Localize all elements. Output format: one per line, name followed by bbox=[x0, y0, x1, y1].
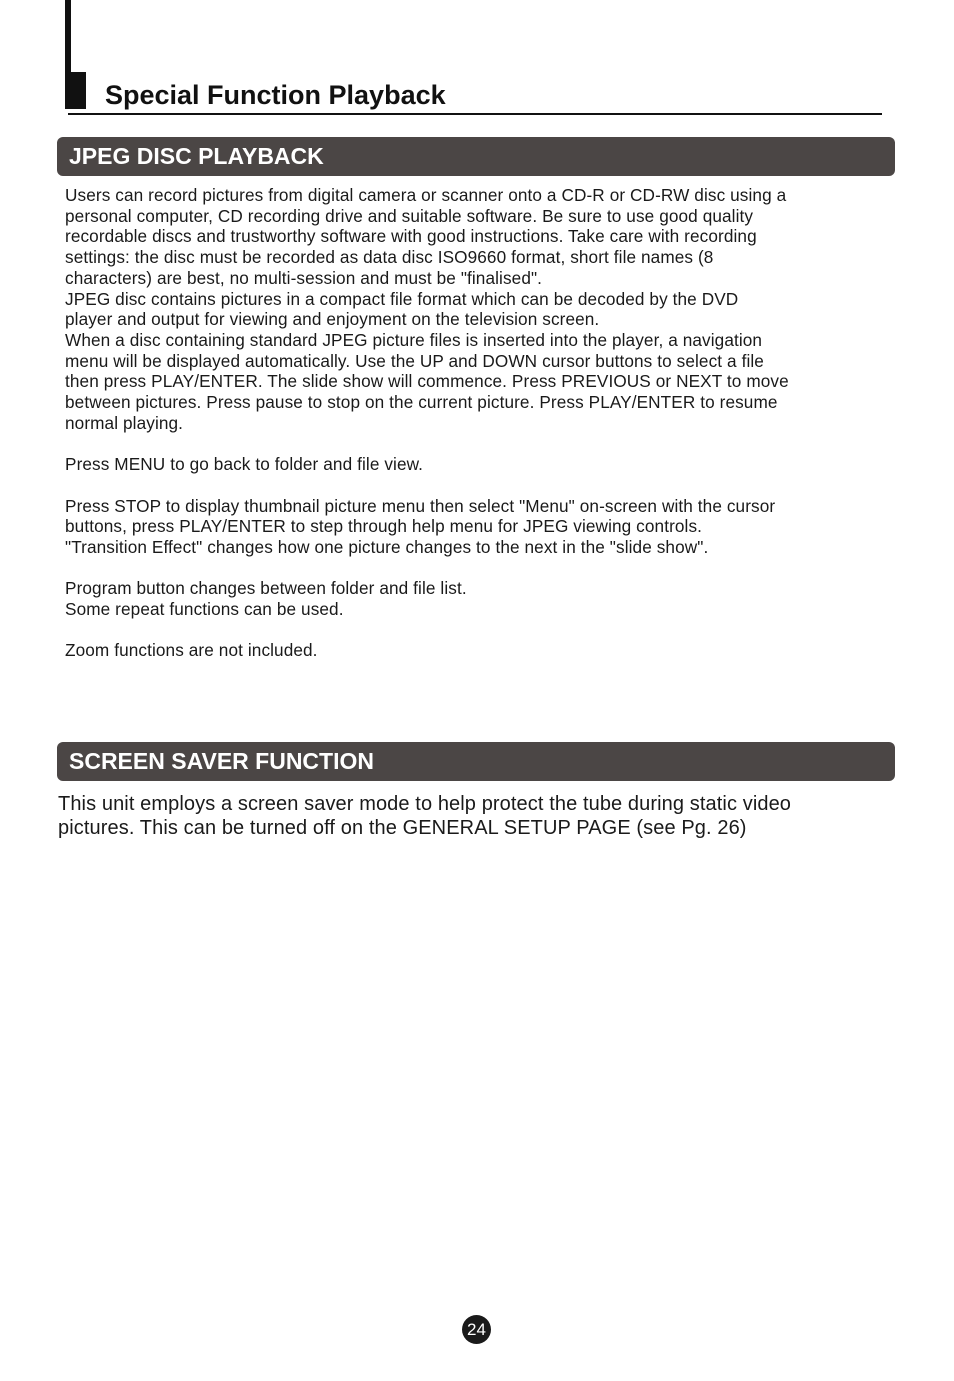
paragraph-gap bbox=[65, 433, 900, 454]
jpeg-section-header bbox=[57, 137, 895, 176]
paragraph-gap bbox=[65, 620, 900, 641]
screen-saver-section-header bbox=[57, 742, 895, 781]
jpeg-section-body bbox=[65, 185, 900, 661]
screen-saver-section-heading: SCREEN SAVER FUNCTION bbox=[69, 748, 374, 774]
jpeg-paragraph-format: JPEG disc contains pictures in a compact file format which can be decoded by the DVD player and output for viewing and enjoyment on the television screen. bbox=[65, 288, 739, 330]
jpeg-paragraph-recording: Users can record pictures from digital camera or scanner onto a CD-R or CD-RW disc using a personal computer, CD recording drive and suitable software. Be sure to use good quality recordable discs and trustworthy software with good instructions. Take care with recording settings: the disc must be recorded as data disc ISO9660 format, short file names (8 characters) are best, no multi-session and must be "finalised". bbox=[65, 185, 787, 288]
header-accent-line bbox=[65, 0, 71, 80]
jpeg-section-heading: JPEG DISC PLAYBACK bbox=[69, 143, 324, 169]
paragraph-gap bbox=[65, 475, 900, 496]
title-underline bbox=[68, 113, 882, 115]
screen-saver-body: This unit employs a screen saver mode to help protect the tube during static video pictures. This can be turned off on the GENERAL SETUP PAGE (see Pg. 26) bbox=[58, 793, 792, 839]
header-accent-block bbox=[65, 72, 86, 109]
jpeg-paragraph-navigation: When a disc containing standard JPEG picture files is inserted into the player, a navigation menu will be displayed automatically. Use the UP and DOWN cursor buttons to select a file then press PLAY/ENTER. The slide show will commence. Press PREVIOUS or NEXT to move between pictures. Press pause to stop on the current picture. Press PLAY/ENTER to resume normal playing. bbox=[65, 329, 789, 433]
page-number-badge: 24 bbox=[462, 1315, 491, 1344]
jpeg-paragraph-zoom: Zoom functions are not included. bbox=[65, 640, 318, 661]
paragraph-gap bbox=[65, 558, 900, 579]
page-title: Special Function Playback bbox=[105, 80, 446, 110]
jpeg-paragraph-program: Program button changes between folder and file list. Some repeat functions can be used. bbox=[65, 578, 467, 620]
jpeg-paragraph-stop: Press STOP to display thumbnail picture menu then select "Menu" on-screen with the cursor buttons, press PLAY/ENTER to step through help menu for JPEG viewing controls. "Transition Effect" changes how one picture changes to the next in the "slide show". bbox=[65, 495, 776, 557]
jpeg-paragraph-menu: Press MENU to go back to folder and file view. bbox=[65, 454, 424, 475]
